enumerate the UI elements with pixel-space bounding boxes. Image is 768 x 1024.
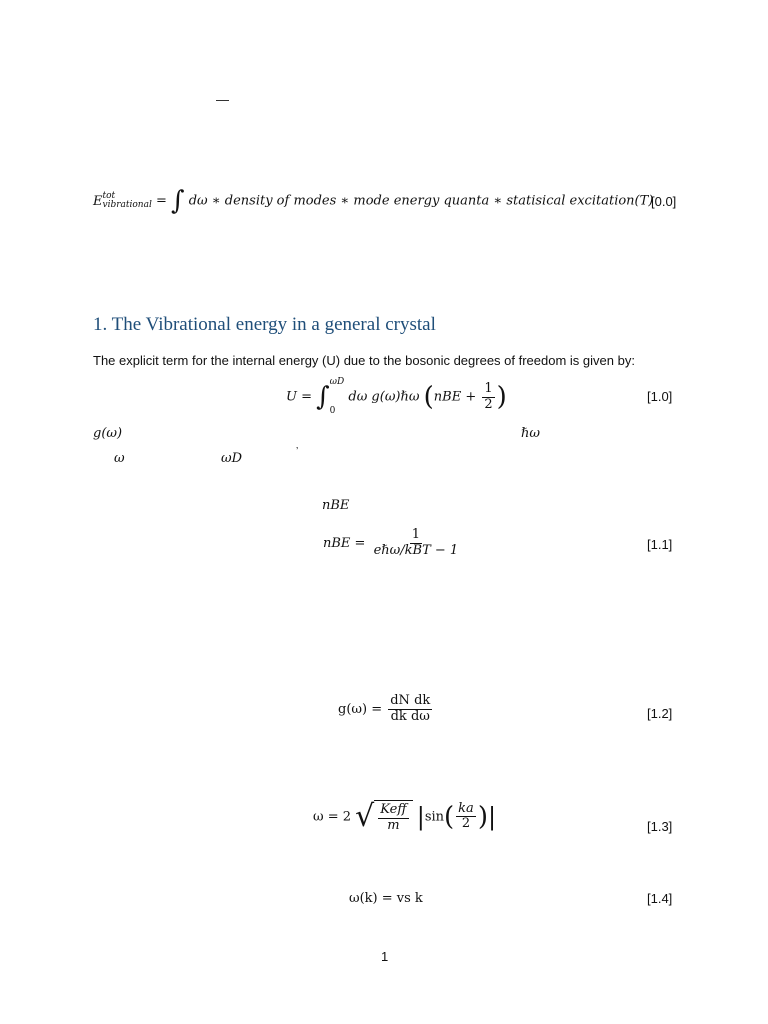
eq00-lhs: E tot vibrational [93,191,152,210]
fragment-omega-d: ωD [221,451,243,466]
equation-1-0: U = ∫ ωD 0 dω g(ω)ℏω (nBE + $\frac{1}{2}$ ) [286,377,507,416]
eq13-number: [1.3] [647,819,673,834]
fragment-omega: ω [114,451,125,466]
intro-paragraph: The explicit term for the internal energy (U) due to the bosonic degrees of freedom is given by: [93,353,635,368]
eq00-number: [0.0] [651,194,677,209]
equation-1-3: ω = 2 √ $\frac{\text{Keff}}{m}$ |sin( $\frac{ka}{2}$ )| [313,798,497,834]
fragment-n-be: nBE [322,498,350,513]
fragment-hbar-omega: ℏω [521,426,540,441]
equation-1-4: ω(k) = vs k [349,891,423,906]
section-number: 1. [93,314,108,335]
fragment-comma: ’ [296,446,299,457]
equation-0-0: E tot vibrational = ∫ dω ∗ density of modes ∗ mode energy quanta ∗ statisical excitation(T) [93,186,654,216]
equation-1-1: nBE = $\frac{1}{\text{eℏω/kBT − 1}}$ [323,527,459,558]
integral-sign: ∫ [171,186,185,216]
eq12-number: [1.2] [647,706,673,721]
section-title: The Vibrational energy in a general crystal [111,314,436,335]
eq00-rhs: dω ∗ density of modes ∗ mode energy quanta ∗ statisical excitation(T) [188,193,654,209]
fragment-g-omega: g(ω) [93,426,123,441]
section-heading [93,314,436,336]
eq10-number: [1.0] [647,389,673,404]
stray-dash: — [216,92,229,107]
eq14-number: [1.4] [647,891,673,906]
page-number: 1 [381,949,389,964]
eq11-number: [1.1] [647,537,673,552]
equation-1-2: g(ω) = $\frac{\text{dN dk}}{\text{dk dω}}$ [338,693,431,724]
integral-sign: ∫ [316,382,330,412]
